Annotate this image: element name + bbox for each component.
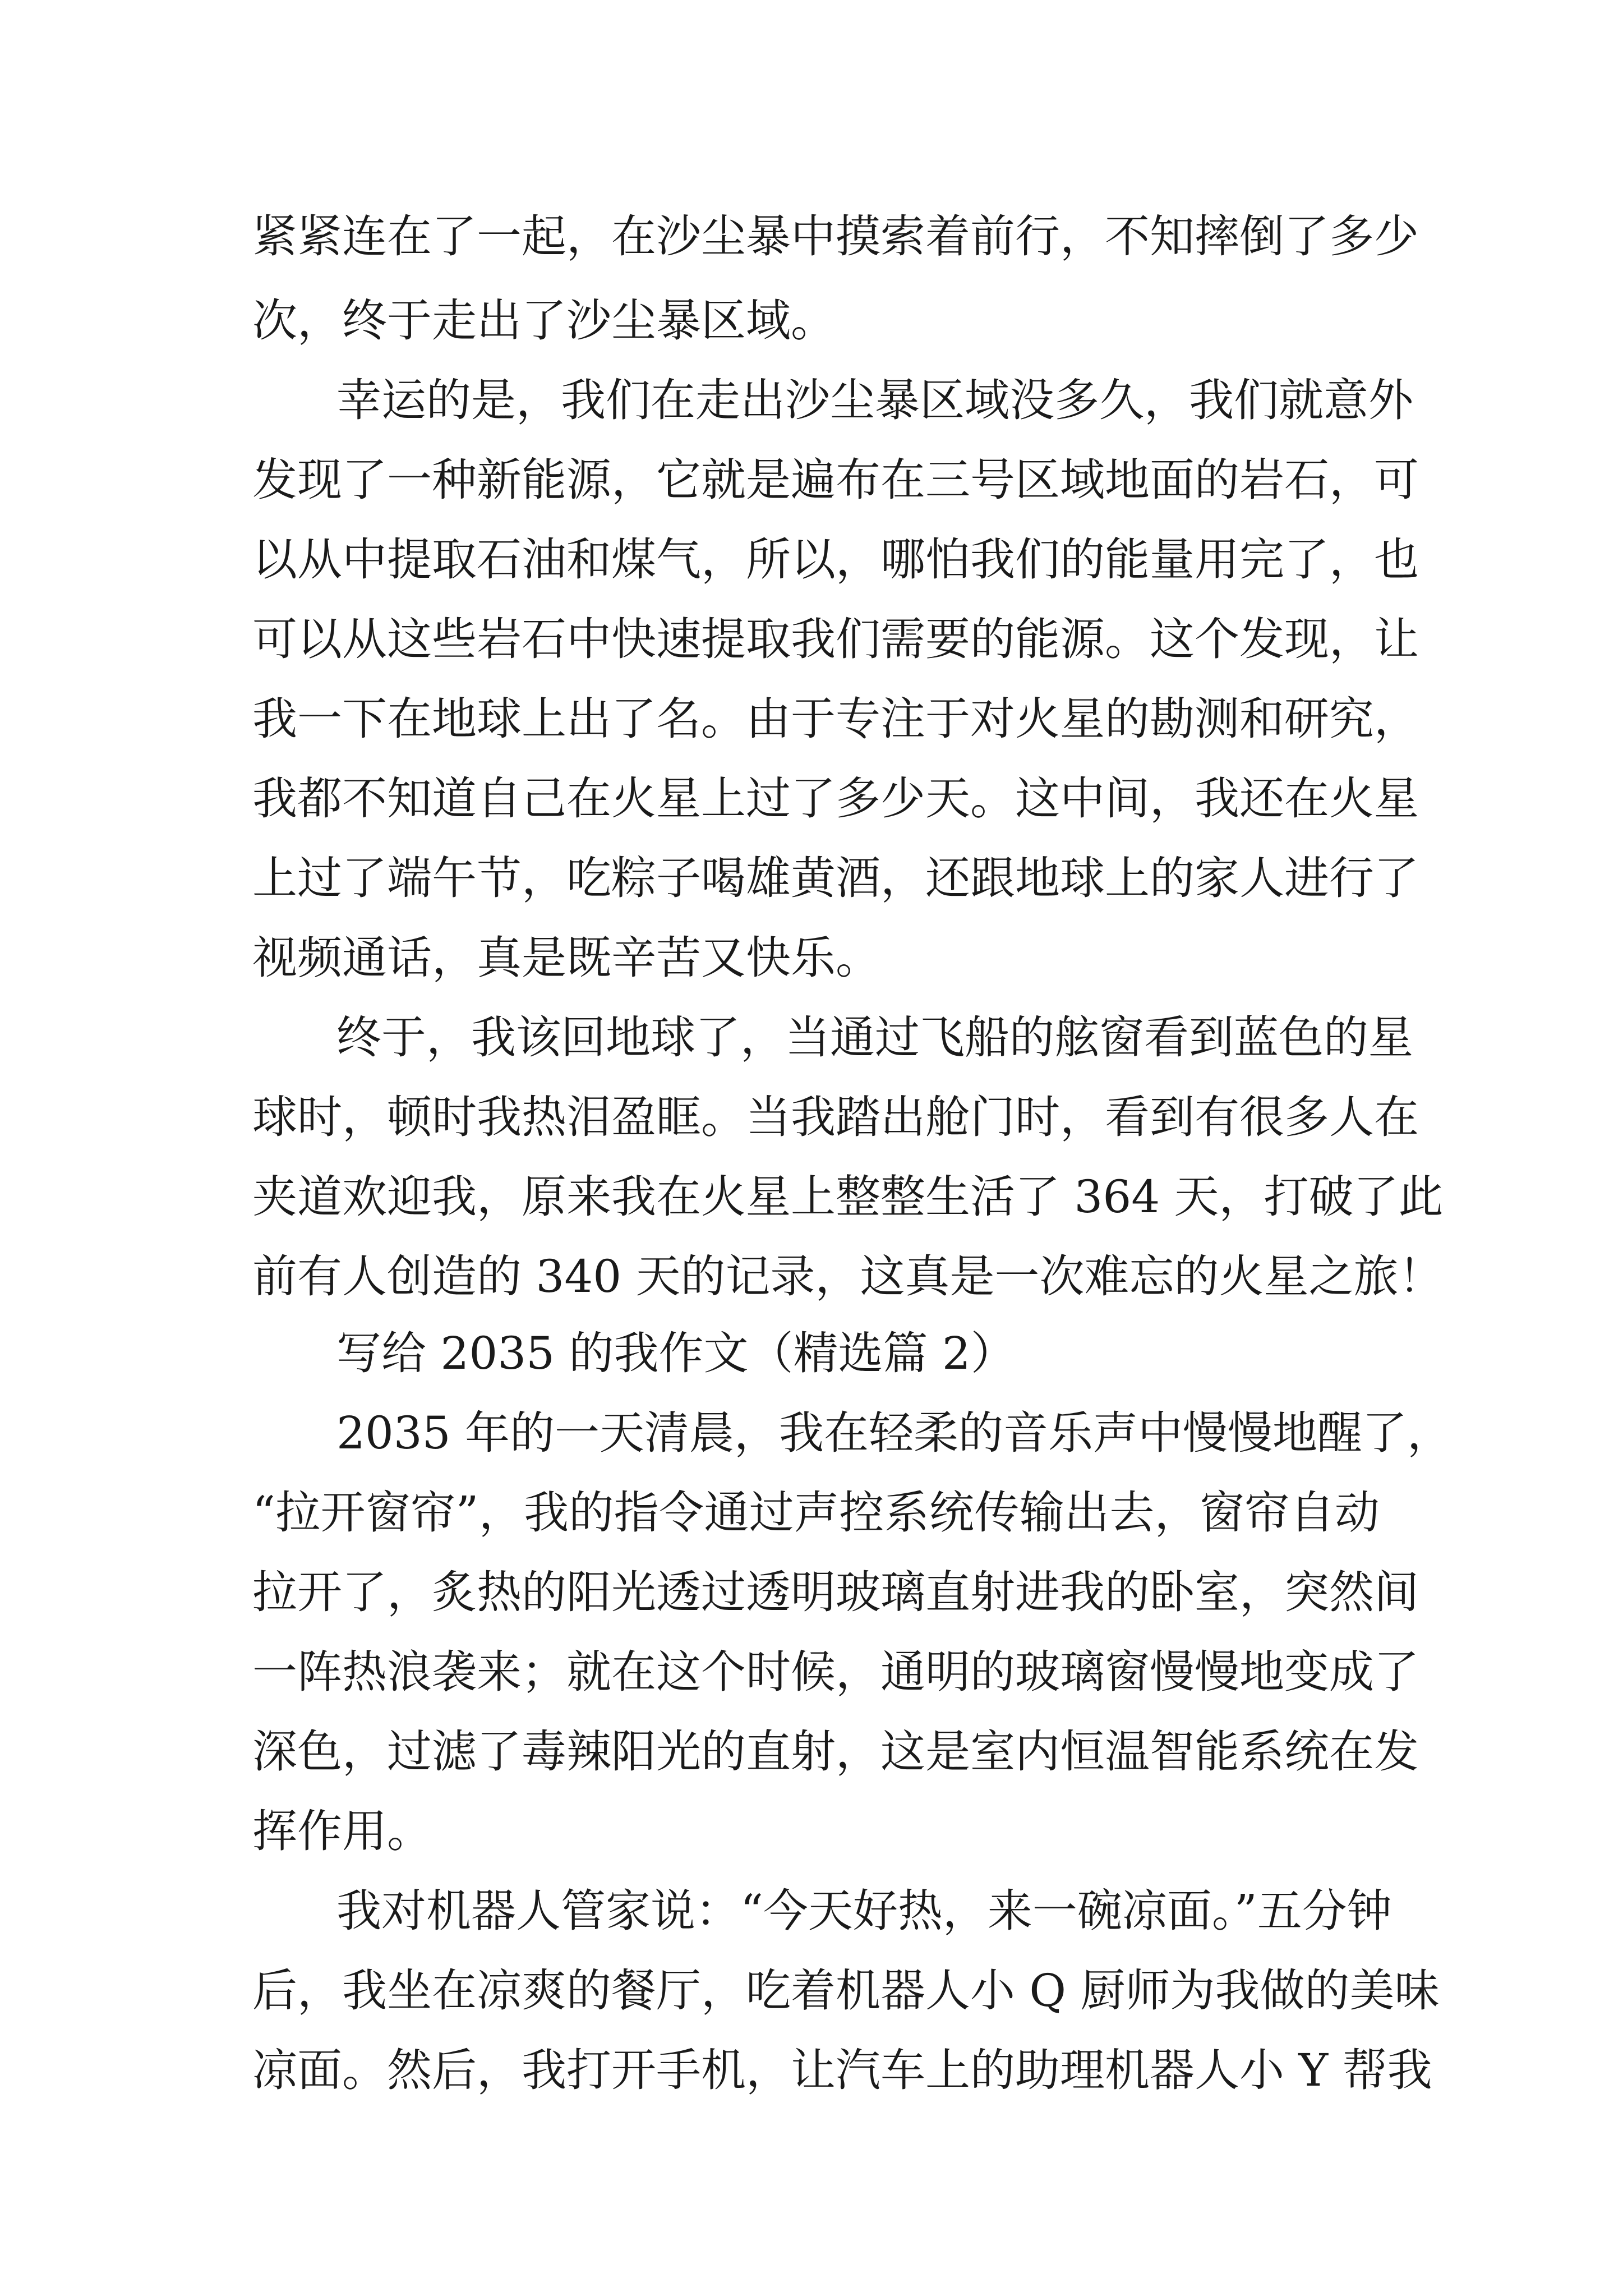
text-line: 凉面。然后，我打开手机，让汽车上的助理机器人小 Y 帮我	[252, 2044, 1432, 2096]
paragraph-first-line: 幸运的是，我们在走出沙尘暴区域没多久，我们就意外	[336, 374, 1413, 426]
text-line: 次，终于走出了沙尘暴区域。	[252, 295, 836, 347]
text-line: 发现了一种新能源，它就是遍布在三号区域地面的岩石，可	[252, 454, 1419, 506]
text-line: 我都不知道自己在火星上过了多少天。这中间，我还在火星	[252, 772, 1419, 825]
text-line: 深色，过滤了毒辣阳光的直射，这是室内恒温智能系统在发	[252, 1726, 1419, 1778]
text-line: 球时，顿时我热泪盈眶。当我踏出舱门时，看到有很多人在	[252, 1091, 1419, 1143]
text-line: “拉开窗帘”，我的指令通过声控系统传输出去，窗帘自动	[252, 1487, 1380, 1539]
paragraph-first-line: 我对机器人管家说：“今天好热，来一碗凉面。”五分钟	[336, 1885, 1392, 1937]
text-line: 我一下在地球上出了名。由于专注于对火星的勘测和研究，	[252, 693, 1419, 745]
section-heading: 写给 2035 的我作文（精选篇 2）	[336, 1327, 1016, 1379]
paragraph-first-line: 终于，我该回地球了，当通过飞船的舷窗看到蓝色的星	[336, 1011, 1413, 1064]
text-line: 夹道欢迎我，原来我在火星上整整生活了 364 天，打破了此	[252, 1171, 1444, 1223]
text-line: 上过了端午节，吃粽子喝雄黄酒，还跟地球上的家人进行了	[252, 852, 1419, 904]
text-line: 后，我坐在凉爽的餐厅，吃着机器人小 Q 厨师为我做的美味	[252, 1964, 1440, 2017]
text-line: 前有人创造的 340 天的记录，这真是一次难忘的火星之旅！	[252, 1250, 1444, 1303]
text-line: 以从中提取石油和煤气，所以，哪怕我们的能量用完了，也	[252, 533, 1419, 586]
text-line: 可以从这些岩石中快速提取我们需要的能源。这个发现，让	[252, 613, 1419, 665]
paragraph-first-line: 2035 年的一天清晨，我在轻柔的音乐声中慢慢地醒了，	[336, 1407, 1453, 1459]
text-line: 视频通话，真是既辛苦又快乐。	[252, 932, 880, 984]
text-line: 挥作用。	[252, 1805, 432, 1857]
text-line: 一阵热浪袭来；就在这个时候，通明的玻璃窗慢慢地变成了	[252, 1646, 1419, 1698]
text-line: 拉开了，炙热的阳光透过透明玻璃直射进我的卧室，突然间	[252, 1566, 1419, 1618]
text-line: 紧紧连在了一起，在沙尘暴中摸索着前行，不知摔倒了多少	[252, 210, 1419, 263]
